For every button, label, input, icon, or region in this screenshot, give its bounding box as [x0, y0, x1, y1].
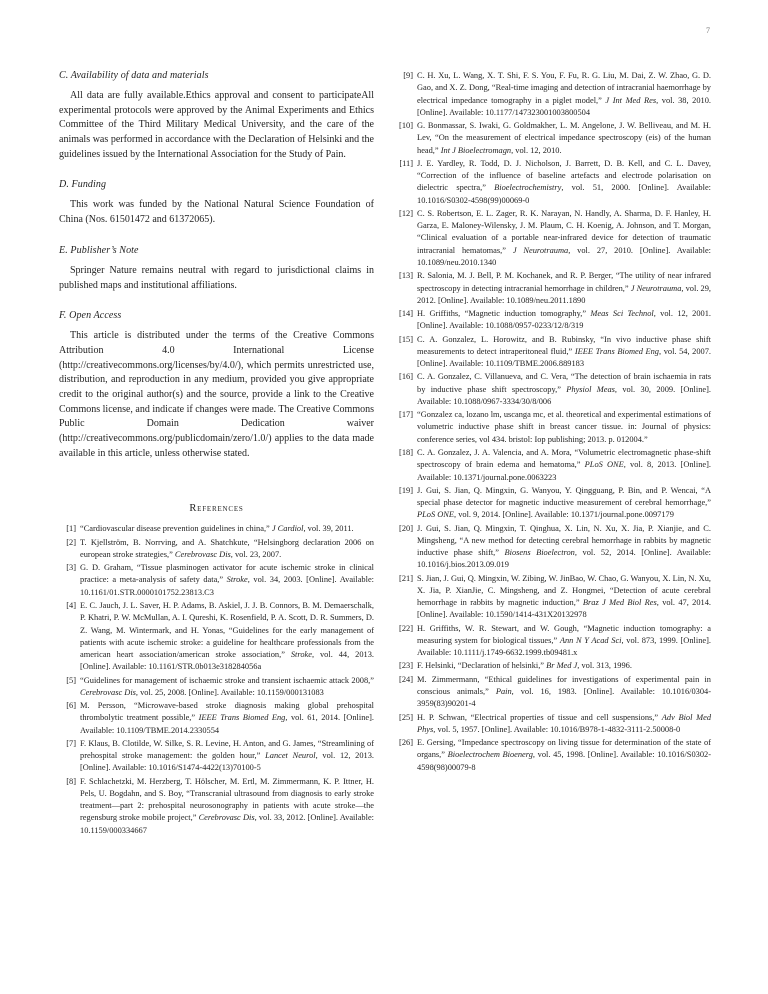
reference-number: [9]	[403, 71, 413, 80]
reference-text: J. Gui, S. Jian, Q. Mingxin, T. Qinghua, X. Lin, N. Xu, X. Jia, P. Xianjie, and C. Mingsheng, “A new method for detecting cerebral hemorrhage in rabbits by magnetic inductive phase shift,” Biosens Bioelectron, vol. 52, 2014. [Online]. Available: 10.1016/j.bios.2013.09.019	[417, 523, 711, 570]
reference-item	[396, 270, 711, 307]
reference-number: [10]	[399, 121, 413, 131]
journal-name: Lancet Neurol	[265, 751, 316, 761]
reference-item	[59, 700, 374, 737]
journal-name: IEEE Trans Biomed Eng	[574, 346, 659, 356]
reference-item	[59, 523, 374, 535]
reference-text: M. Zimmermann, “Ethical guidelines for investigations of experimental pain in conscious animals,” Pain, vol. 16, 1983. [Online]. Available: 10.1016/0304-3959(83)90201-4	[417, 674, 711, 709]
journal-name: Meas Sci Technol	[590, 309, 654, 319]
left-column	[59, 70, 374, 838]
reference-number: [4]	[66, 600, 76, 610]
reference-text: H. Griffiths, W. R. Stewart, and W. Gough, “Magnetic induction tomography: a measuring system for biological tissues,” Ann N Y Acad Sci, vol. 873, 1999. [Online]. Available: 10.1111/j.1749-6632.1999.tb09481.x	[417, 623, 711, 658]
reference-item	[59, 738, 374, 775]
journal-name: PLoS ONE	[584, 460, 624, 470]
section-paragraph: This work was funded by the National Natural Science Foundation of China (Nos. 61501472 and 61372065).	[59, 199, 374, 226]
journal-name: J Cardiol	[271, 524, 304, 534]
left-sections	[59, 70, 374, 461]
reference-text: J. E. Yardley, R. Todd, D. J. Nicholson, J. Barrett, D. B. Kell, and C. L. Davey, “Correction of the influence of baseline artefacts and electrode polarisation on dielectric spectra,” Bioelectrochemistry, vol. 51, 2000. [Online]. Available: 10.1016/S0302-4598(99)00069-0	[417, 158, 711, 205]
journal-name: Pain	[495, 687, 512, 697]
journal-name: Braz J Med Biol Res	[582, 598, 657, 608]
reference-number: [11]	[399, 158, 413, 168]
section-paragraph: All data are fully available.Ethics approval and consent to participateAll experimental protocols were approved by the Animal Experiments and Ethics Committee of the Third Military Medical University, and the care of the animals was performed in accordance with the Declaration of Helsinki and the guidelines issued by the International Association for the Study of Pain.	[59, 90, 374, 160]
reference-text: E. C. Jauch, J. L. Saver, H. P. Adams, B. Askiel, J. J. B. Connors, B. M. Demaerschalk, P. Khatri, P. W. McMullan, A. I. Qureshi, K. Rosenfield, P. A. Scott, D. R. Summers, D. Z. Wang, M. Wintermark, and H. Yonas, “Guidelines for the early management of patients with acute ischemic stroke: a guideline for healthcare professionals from the american heart association/american stroke association,” Stroke, vol. 44, 2013. [Online]. Available: 10.1161/STR.0b013e318284056a	[80, 600, 374, 672]
reference-item	[396, 737, 711, 774]
reference-number: [26]	[399, 738, 413, 748]
reference-text: S. Jian, J. Gui, Q. Mingxin, W. Zibing, W. JinBao, W. Chao, G. Wanyou, X. Lin, N. Xu, X. Jia, P. XianJie, C. Mingsheng, and Z. Hongmei, “Detection of acute cerebral hemorrhage in rabbits by magnetic induction,” Braz J Med Biol Res, vol. 47, 2014. [Online]. Available: 10.1590/1414-431X20132978	[417, 573, 711, 620]
reference-item	[396, 712, 711, 737]
reference-text: “Cardiovascular disease prevention guidelines in china,” J Cardiol, vol. 39, 2011.	[80, 524, 354, 534]
reference-item	[59, 600, 374, 674]
reference-item	[396, 623, 711, 660]
references-list-right	[396, 70, 711, 774]
reference-number: [7]	[66, 738, 76, 748]
reference-text: T. Kjellström, B. Norrving, and A. Shatchkute, “Helsingborg declaration 2006 on european stroke strategies,” Cerebrovasc Dis, vol. 23, 2007.	[80, 537, 374, 559]
reference-number: [14]	[399, 309, 413, 319]
section-heading: C. Availability of data and materials	[59, 70, 209, 81]
journal-name: Int J Bioelectromagn	[440, 145, 512, 155]
reference-number: [22]	[399, 623, 413, 633]
reference-item	[59, 537, 374, 562]
reference-number: [13]	[399, 271, 413, 281]
page-number: 7	[706, 26, 710, 35]
reference-number: [24]	[399, 674, 413, 684]
section-heading: F. Open Access	[59, 310, 122, 322]
reference-number: [18]	[399, 447, 413, 457]
journal-name: Cerebrovasc Dis	[198, 813, 255, 823]
reference-text: C. A. Gonzalez, L. Horowitz, and B. Rubinsky, “In vivo inductive phase shift measurements to detect intraperitoneal fluid,” IEEE Trans Biomed Eng, vol. 54, 2007. [Online]. Available: 10.1109/TBME.2006.889183	[417, 334, 712, 369]
reference-number: [19]	[399, 485, 413, 495]
journal-name: Ann N Y Acad Sci	[559, 635, 622, 645]
references-list-left	[59, 523, 374, 837]
reference-text: G. Bonmassar, S. Iwaki, G. Goldmakher, L. M. Angelone, J. W. Belliveau, and M. H. Lev, “On the measurement of electrical impedance spectroscopy (eis) of the human head,” Int J Bioelectromagn, vol. 12, 2010.	[417, 121, 711, 155]
reference-item	[396, 158, 711, 207]
section-paragraph: Springer Nature remains neutral with regard to jurisdictional claims in published maps and institutional affiliations.	[59, 264, 374, 291]
reference-text: C. H. Xu, L. Wang, X. T. Shi, F. S. You, F. Fu, R. G. Liu, M. Dai, Z. W. Zhao, G. D. Gao, and X. Z. Dong, “Real-time imaging and detection of intracranial haemorrhage by electrical impedance tomography in a piglet model,” J Int Med Res, vol. 38, 2010. [Online]. Available: 10.1177/147323001003800504	[417, 71, 711, 117]
section-heading: E. Publisher’s Note	[59, 244, 139, 256]
reference-item	[396, 70, 711, 119]
reference-item	[396, 674, 711, 711]
journal-name: Stroke	[226, 575, 248, 585]
reference-text: G. D. Graham, “Tissue plasminogen activator for acute ischemic stroke in clinical practice: a meta-analysis of safety data,” Stroke, vol. 34, 2003. [Online]. Available: 10.1161/01.STR.0000101752.23813.C3	[80, 563, 374, 597]
journal-name: Adv Biol Med Phys	[417, 712, 712, 734]
reference-number: [1]	[66, 524, 76, 534]
journal-name: Cerebrovasc Dis	[174, 549, 231, 559]
reference-item	[396, 447, 711, 484]
journal-name: Bioelectrochem Bioenerg	[447, 750, 533, 760]
reference-number: [21]	[399, 573, 413, 583]
reference-text: F. Schlachetzki, M. Herzberg, T. Hölscher, M. Ertl, M. Zimmermann, K. P. Ittner, H. Pels, U. Bogdahn, and S. Boy, “Transcranial ultrasound from diagnosis to early stroke treatment—part 2: prehospital neurosonography in patients with acute stroke—the regensburg stroke mobile project,” Cerebrovasc Dis, vol. 33, 2012. [Online]. Available: 10.1159/000334667	[80, 776, 374, 835]
reference-number: [23]	[399, 661, 413, 671]
reference-text: J. Gui, S. Jian, Q. Mingxin, G. Wanyou, Y. Qingguang, P. Bin, and P. Wencai, “A special phase detector for magnetic inductive measurement of cerebral hemorrhage,” PLoS ONE, vol. 9, 2014. [Online]. Available: 10.1371/journal.pone.0097179	[417, 485, 711, 520]
journal-name: Bioelectrochemistry	[494, 183, 562, 193]
section-paragraph: This article is distributed under the terms of the Creative Commons Attribution 4.0 International License (http://creativecommons.org/licenses/by/4.0/), which permits unrestricted use, distribution, and reproduction in any medium, provided you give appropriate credit to the original author(s) and the source, provide a link to the Creative Commons license, and indicate if changes were made. The Creative Commons Public Domain Dedication waiver (http://creativecommons.org/publicdomain/zero/1.0/) applies to the data made available in this article, unless otherwise stated.	[59, 330, 374, 459]
reference-text: F. Helsinki, “Declaration of helsinki,” Br Med J, vol. 313, 1996.	[417, 661, 632, 671]
reference-text: C. A. Gonzalez, J. A. Valencia, and A. Mora, “Volumetric electromagnetic phase-shift spectroscopy of brain edema and hematoma,” PLoS ONE, vol. 8, 2013. [Online]. Available: 10.1371/journal.pone.0063223	[417, 447, 711, 482]
reference-item	[59, 562, 374, 599]
journal-name: Biosens Bioelectron	[504, 548, 575, 558]
reference-item	[396, 308, 711, 333]
reference-item	[396, 485, 711, 522]
reference-text: H. Griffiths, “Magnetic induction tomography,” Meas Sci Technol, vol. 12, 2001. [Online]. Available: 10.1088/0957-0233/12/8/319	[417, 309, 711, 331]
journal-name: Stroke	[290, 650, 312, 660]
reference-number: [8]	[66, 776, 76, 786]
reference-number: [15]	[399, 334, 413, 344]
reference-item	[59, 675, 374, 700]
reference-item	[396, 409, 711, 446]
reference-item	[396, 573, 711, 622]
references-heading: References	[189, 503, 244, 515]
journal-name: Br Med J	[546, 661, 578, 671]
reference-text: R. Salonia, M. J. Bell, P. M. Kochanek, and R. P. Berger, “The utility of near infrared spectroscopy in detecting intracranial hemorrhage in children,” J Neurotrauma, vol. 29, 2012. [Online]. Available: 10.1089/neu.2011.1890	[417, 271, 712, 305]
reference-number: [6]	[66, 701, 76, 711]
journal-name: Cerebrovasc Dis	[80, 687, 136, 697]
reference-item	[396, 208, 711, 269]
journal-name: IEEE Trans Biomed Eng	[198, 713, 286, 723]
journal-name: Physiol Meas	[566, 384, 615, 394]
reference-text: H. P. Schwan, “Electrical properties of tissue and cell suspensions,” Adv Biol Med Phys, vol. 5, 1957. [Online]. Available: 10.1016/B978-1-4832-3111-2.50008-0	[417, 712, 712, 734]
reference-text: “Guidelines for management of ischaemic stroke and transient ischaemic attack 2008,” Cerebrovasc Dis, vol. 25, 2008. [Online]. Available: 10.1159/000131083	[80, 675, 374, 697]
reference-number: [25]	[399, 712, 413, 722]
journal-name: J Neurotrauma	[512, 245, 569, 255]
section-heading: D. Funding	[59, 179, 107, 191]
reference-number: [2]	[66, 537, 76, 547]
reference-text: C. S. Robertson, E. L. Zager, R. K. Narayan, N. Handly, A. Sharma, D. F. Hanley, H. Garza, E. Maloney-Wilensky, J. M. Plaum, C. H. Koenig, A. Johnson, and T. Morgan, “Clinical evaluation of a portable near-infrared device for detection of traumatic intracranial hematomas,” J Neurotrauma, vol. 27, 2010. [Online]. Available: 10.1089/neu.2010.1340	[417, 208, 711, 267]
right-column	[396, 70, 711, 838]
reference-number: [3]	[66, 563, 76, 573]
journal-name: J Int Med Res	[605, 95, 657, 105]
reference-text: E. Gersing, “Impedance spectroscopy on living tissue for determination of the state of organs,” Bioelectrochem Bioenerg, vol. 45, 1998. [Online]. Available: 10.1016/S0302-4598(98)00079-8	[417, 738, 711, 772]
reference-number: [16]	[399, 372, 413, 382]
reference-item	[396, 334, 711, 371]
journal-name: PLoS ONE	[417, 510, 454, 520]
reference-number: [17]	[399, 410, 413, 420]
reference-number: [20]	[399, 523, 413, 533]
reference-item	[396, 660, 711, 672]
reference-item	[396, 371, 711, 408]
reference-text: “Gonzalez ca, lozano lm, uscanga mc, et al. theoretical and experimental estimations of volumetric inductive phase shift in breast cancer tissue. in: Journal of physics: conference series, vol 434. bristol: Iop publishing; 2013. p. 012004.”	[417, 410, 711, 444]
journal-name: J Neurotrauma	[630, 283, 682, 293]
reference-text: F. Klaus, B. Clotilde, W. Silke, S. R. Levine, H. Anton, and G. James, “Streamlining of prehospital stroke management: the golden hour,” Lancet Neurol, vol. 12, 2013. [Online]. Available: 10.1016/S1474-4422(13)70100-5	[80, 738, 375, 773]
reference-item	[59, 776, 374, 837]
reference-number: [5]	[66, 675, 76, 685]
reference-number: [12]	[399, 208, 413, 218]
reference-item	[396, 523, 711, 572]
reference-text: M. Persson, “Microwave-based stroke diagnosis making global prehospital thrombolytic treatment possible,” IEEE Trans Biomed Eng, vol. 61, 2014. [Online]. Available: 10.1109/TBME.2014.2330554	[80, 701, 374, 735]
reference-item	[396, 120, 711, 157]
reference-text: C. A. Gonzalez, C. Villanueva, and C. Vera, “The detection of brain ischaemia in rats by inductive phase shift spectroscopy,” Physiol Meas, vol. 30, 2009. [Online]. Available: 10.1088/0967-3334/30/8/006	[417, 372, 711, 406]
